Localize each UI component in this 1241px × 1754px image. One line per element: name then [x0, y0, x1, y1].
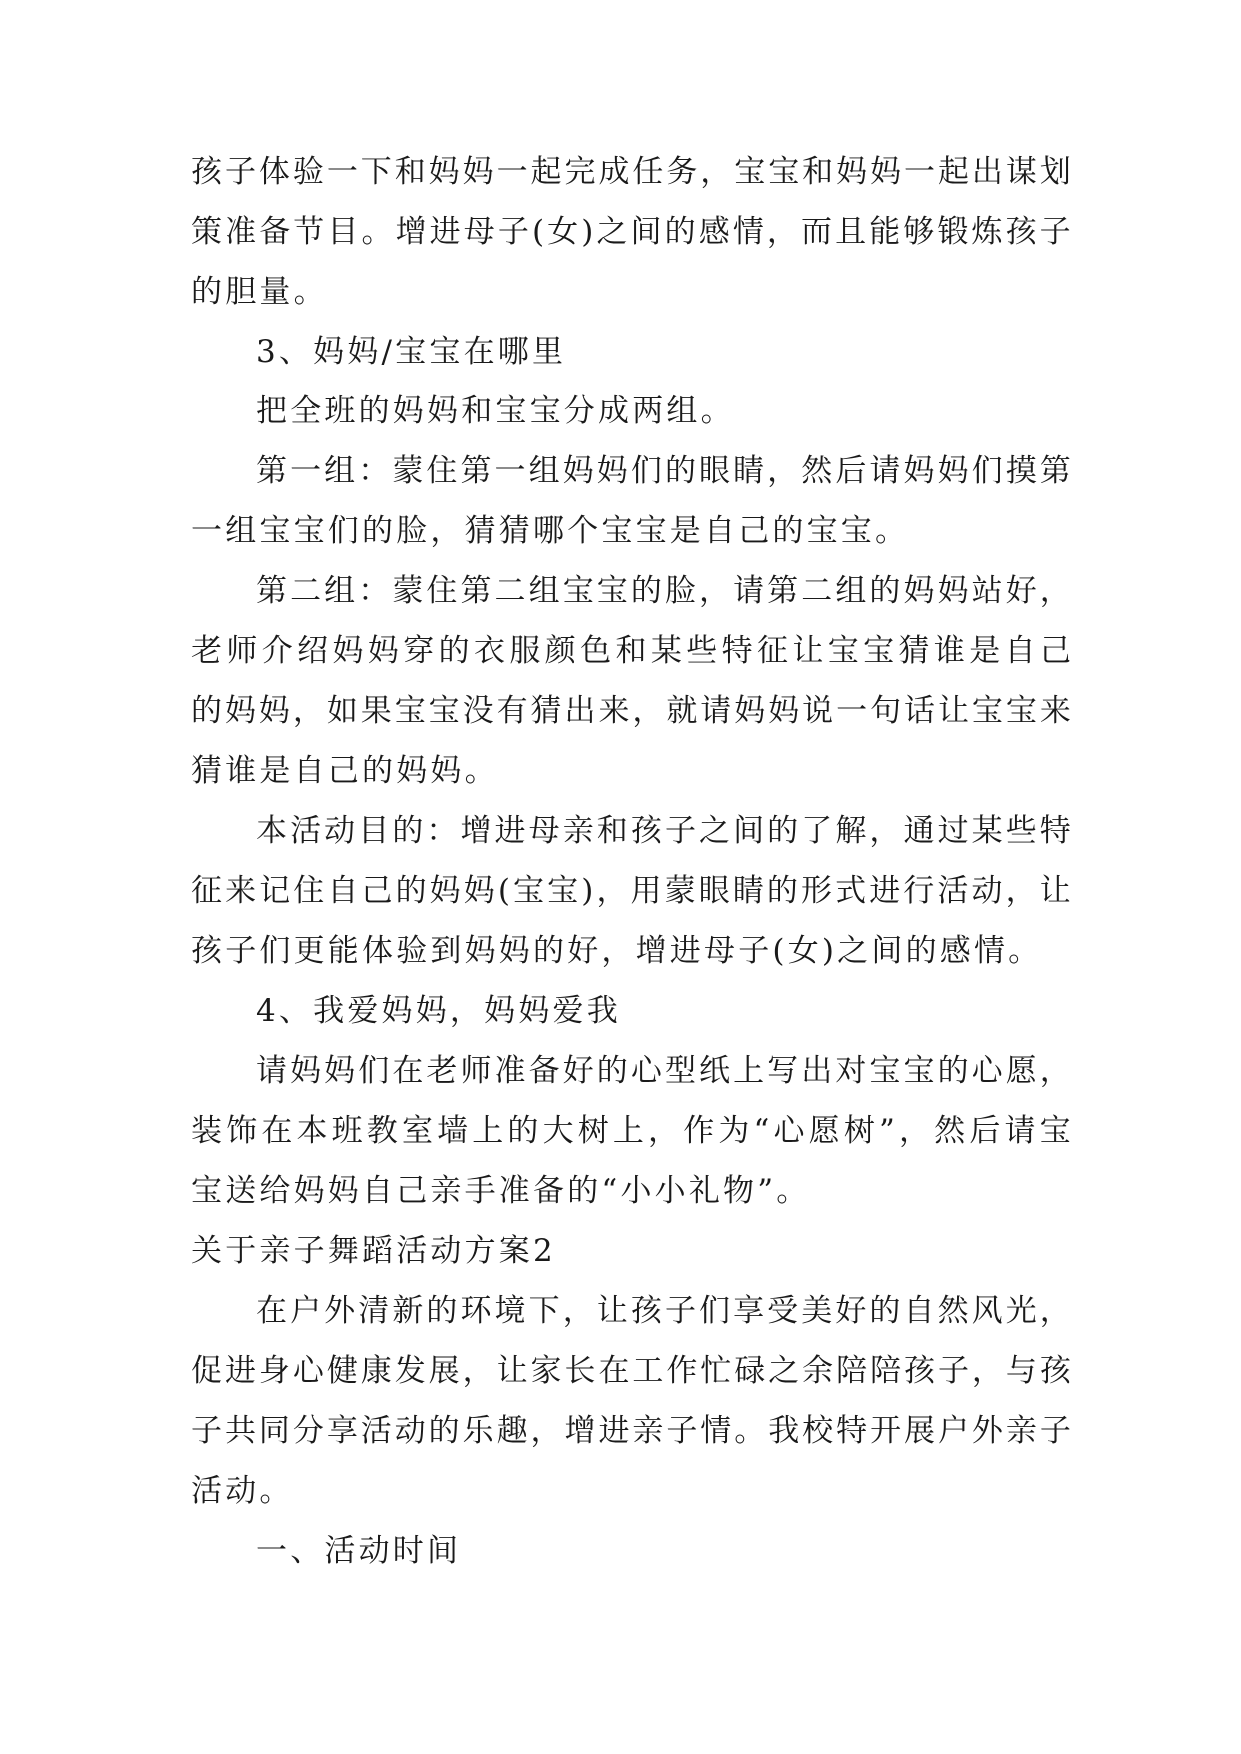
paragraph-line: 猜谁是自己的妈妈。	[191, 753, 499, 789]
section-heading: 3、妈妈/宝宝在哪里	[256, 334, 567, 370]
paragraph-line: 第 二 组 ： 蒙 住 第 二 组 宝 宝 的 脸 ， 请 第 二 组 的 妈 妈 站 好 ，	[256, 573, 1071, 609]
document-title: 关于亲子舞蹈活动方案2	[191, 1233, 556, 1269]
paragraph-line: 装 饰 在 本 班 教 室 墙 上 的 大 树 上 ， 作 为 “ 心 愿 树 ” ， 然 后 请 宝	[191, 1113, 1071, 1149]
paragraph-line: 在 户 外 清 新 的 环 境 下 ， 让 孩 子 们 享 受 美 好 的 自 然 风 光 ，	[256, 1293, 1071, 1329]
paragraph-line: 把全班的妈妈和宝宝分成两组。	[256, 393, 735, 429]
paragraph-line: 请 妈 妈 们 在 老 师 准 备 好 的 心 型 纸 上 写 出 对 宝 宝 的 心 愿 ，	[256, 1053, 1071, 1089]
paragraph-line: 宝送给妈妈自己亲手准备的“小小礼物”。	[191, 1173, 811, 1209]
section-heading: 一、活动时间	[256, 1533, 462, 1569]
paragraph-line: 征 来 记 住 自 己 的 妈 妈 ( 宝 宝 ) ， 用 蒙 眼 睛 的 形 式 进 行 活 动 ， 让	[191, 873, 1071, 909]
paragraph-line: 活动。	[191, 1473, 294, 1509]
paragraph-line: 策 准 备 节 目 。 增 进 母 子 ( 女 ) 之 间 的 感 情 ， 而 且 能 够 锻 炼 孩 子	[191, 214, 1071, 250]
paragraph-line: 孩子们更能体验到妈妈的好，增进母子(女)之间的感情。	[191, 933, 1043, 969]
paragraph-line: 孩 子 体 验 一 下 和 妈 妈 一 起 完 成 任 务 ， 宝 宝 和 妈 妈 一 起 出 谋 划	[191, 154, 1071, 190]
paragraph-line: 促 进 身 心 健 康 发 展 ， 让 家 长 在 工 作 忙 碌 之 余 陪 陪 孩 子 ， 与 孩	[191, 1353, 1071, 1389]
paragraph-line: 的 妈 妈 ， 如 果 宝 宝 没 有 猜 出 来 ， 就 请 妈 妈 说 一 句 话 让 宝 宝 来	[191, 693, 1071, 729]
paragraph-line: 一组宝宝们的脸，猜猜哪个宝宝是自己的宝宝。	[191, 513, 910, 549]
paragraph-line: 老 师 介 绍 妈 妈 穿 的 衣 服 颜 色 和 某 些 特 征 让 宝 宝 猜 谁 是 自 己	[191, 633, 1071, 669]
paragraph-line: 本 活 动 目 的 ： 增 进 母 亲 和 孩 子 之 间 的 了 解 ， 通 过 某 些 特	[256, 813, 1071, 849]
paragraph-line: 的胆量。	[191, 274, 328, 310]
section-heading: 4、我爱妈妈，妈妈爱我	[256, 993, 621, 1029]
paragraph-line: 第 一 组 ： 蒙 住 第 一 组 妈 妈 们 的 眼 睛 ， 然 后 请 妈 妈 们 摸 第	[256, 453, 1071, 489]
paragraph-line: 子 共 同 分 享 活 动 的 乐 趣 ， 增 进 亲 子 情 。 我 校 特 开 展 户 外 亲 子	[191, 1413, 1071, 1449]
